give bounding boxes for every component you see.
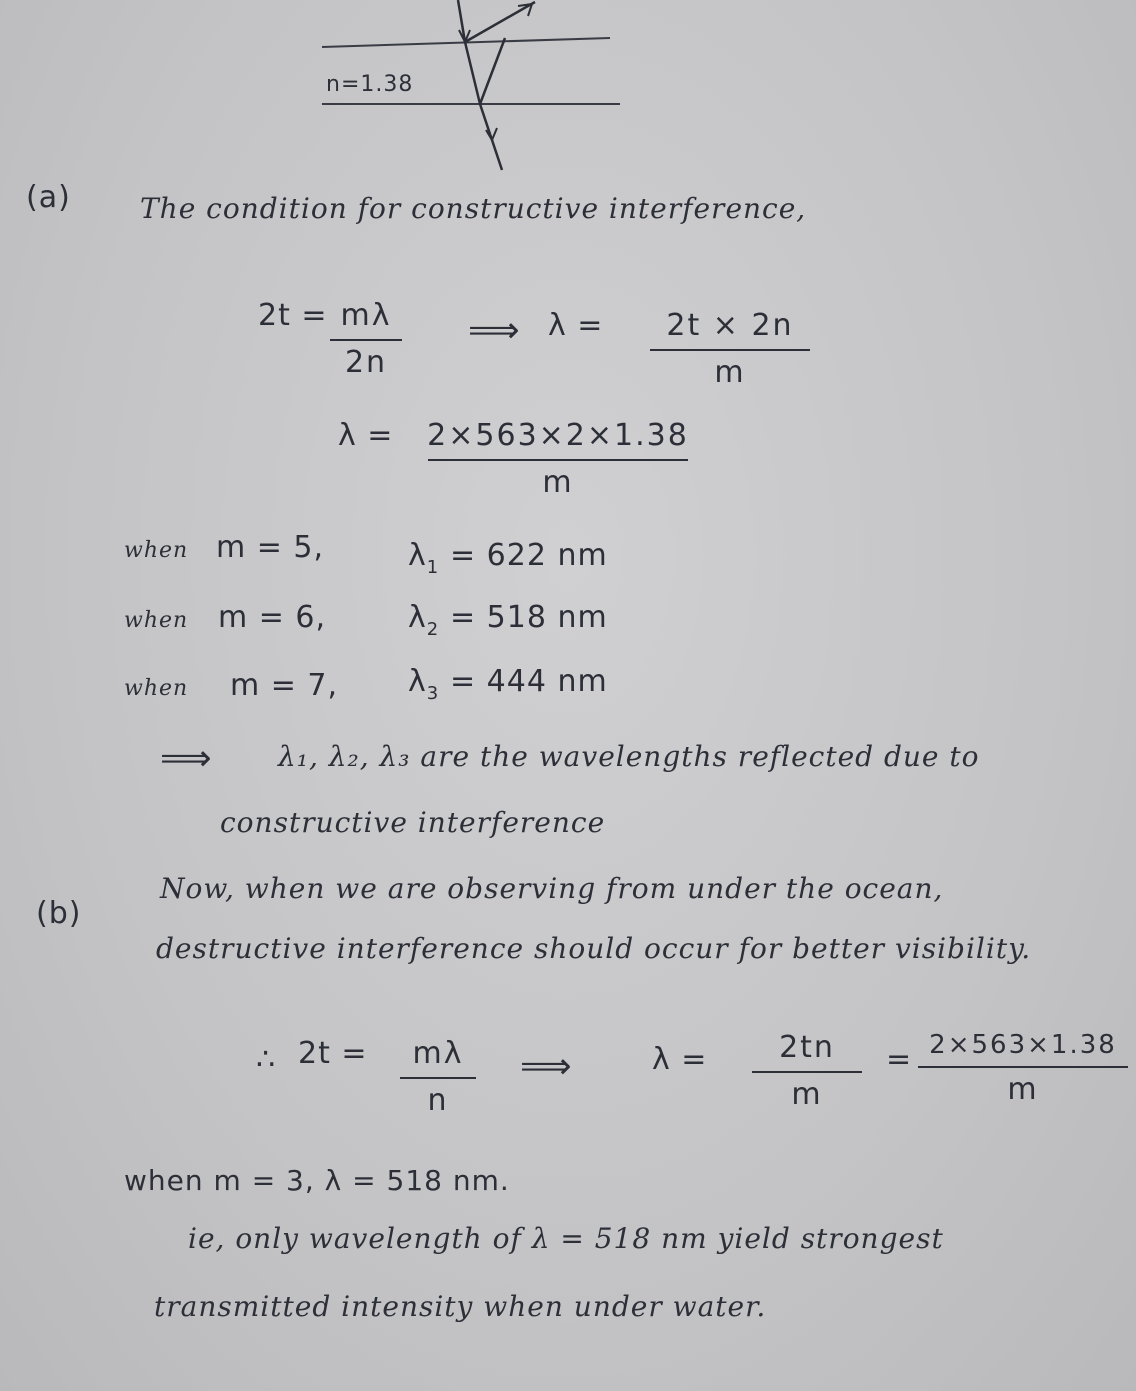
part-b-result: when m = 3, λ = 518 nm. [124,1164,510,1197]
conclusion-arrow: ⟹ [160,738,213,779]
case-3-m: m = 7, [230,668,339,703]
conclusion-line-1: λ₁, λ₂, λ₃ are the wavelengths reflected due to [278,740,980,773]
implies-arrow: ⟹ [468,310,521,351]
case-3-value: = 444 nm [450,664,608,699]
eq1-fraction [330,298,402,380]
case-1-m: m = 5, [216,530,325,565]
case-1-when: when [124,538,189,563]
eq3-rhs-fraction [752,1030,862,1112]
conclusion-line-2: constructive interference [220,806,606,839]
final-line-2: transmitted intensity when under water. [154,1290,767,1323]
eq3-equals: = [886,1042,913,1077]
eq1-rhs-numerator: 2t × 2n [666,308,794,343]
eq2-prefix: λ = [338,418,394,453]
final-line-1: ie, only wavelength of λ = 518 nm yield strongest [188,1222,944,1255]
case-3-when: when [124,676,189,701]
case-2-m: m = 6, [218,600,327,635]
case-2-when: when [124,608,189,633]
eq3-rhs2-numerator: 2×563×1.38 [929,1030,1117,1060]
case-1-value: = 622 nm [450,538,608,573]
eq1-rhs-denominator: m [714,355,746,390]
refractive-index-label: n=1.38 [326,72,414,97]
eq1-numerator: mλ [340,298,392,333]
case-2-lambda: $\lambda_2$ [408,600,440,640]
part-a-label: (a) [26,180,71,215]
eq3-fraction [400,1036,476,1118]
eq2-numerator: 2×563×2×1.38 [427,418,689,453]
eq3-denominator: n [427,1083,449,1118]
eq1-denominator: 2n [344,345,388,380]
eq3-rhs2-denominator: m [1007,1072,1039,1107]
case-2-value: = 518 nm [450,600,608,635]
eq3-rhs-denominator: m [791,1077,823,1112]
eq3-rhs-numerator: 2tn [779,1030,835,1065]
eq3-implies: ⟹ [520,1046,573,1087]
part-a-intro: The condition for constructive interference, [140,192,807,225]
part-b-line-2: destructive interference should occur for better visibility. [156,932,1032,965]
eq1-lhs-prefix: 2t = [258,298,328,333]
eq3-rhs2-fraction [918,1030,1128,1107]
therefore-symbol: ∴ [256,1042,277,1077]
eq2-fraction [428,418,688,500]
eq3-numerator: mλ [412,1036,464,1071]
eq1-rhs-fraction [650,308,810,390]
eq2-denominator: m [542,465,574,500]
eq3-rhs-prefix: λ = [652,1042,708,1077]
eq3-lhs-prefix: 2t = [298,1036,368,1071]
eq1-rhs-prefix: λ = [548,308,604,343]
case-3-lambda: $\lambda_3$ [408,664,440,704]
part-b-line-1: Now, when we are observing from under the ocean, [160,872,944,905]
case-1-lambda: $\lambda_1$ [408,538,440,578]
part-b-label: (b) [36,896,82,931]
